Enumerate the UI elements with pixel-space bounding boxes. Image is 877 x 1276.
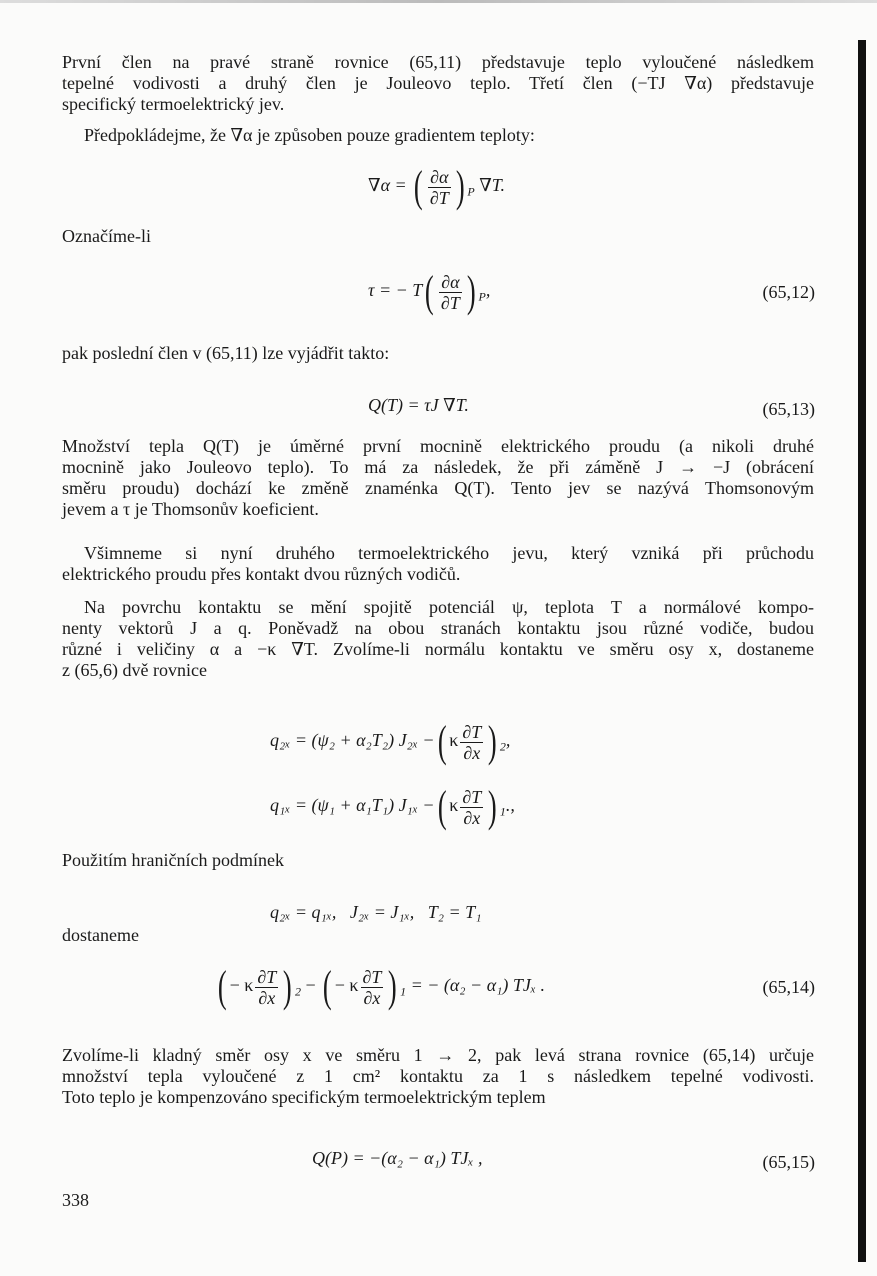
eq-sub: P — [467, 184, 475, 199]
eq-num: ∂T — [462, 721, 482, 742]
paragraph-line: jevem a τ je Thomsonův koeficient. — [62, 499, 319, 519]
eq-den: ∂x — [463, 742, 481, 763]
eq-num: ∂T — [257, 966, 277, 987]
paragraph-line: elektrického proudu přes kontakt dvou různých vodičů. — [62, 564, 461, 584]
eq-minus: − — [305, 975, 316, 996]
eq-den: ∂x — [463, 807, 481, 828]
paragraph-line: nenty vektorů J a q. Poněvadž na obou stranách kontaktu jsou různé vodiče, budou — [62, 618, 814, 638]
eq-sub: 2 — [294, 984, 301, 999]
equation-65-12: τ = − T( $\frac{\partial\alpha}{\partial T}$ ) $_P$, (65,12) — [368, 267, 815, 316]
paragraph-line: mocnině jako Jouleovo teplo). To má za následek, že při záměně J → −J (obrácení — [62, 457, 814, 477]
equation-number: (65,14) — [762, 977, 815, 997]
eq-den: ∂x — [258, 987, 276, 1008]
paragraph-line: dostaneme — [62, 925, 139, 945]
paragraph-line: Toto teplo je kompenzováno specifickým termoelektrickým teplem — [62, 1087, 546, 1107]
equation-boundary-conditions: q₂ₓ = q₁ₓ, J₂ₓ = J₁ₓ, T₂ = T₁ — [270, 902, 482, 922]
page-number: 338 — [62, 1190, 89, 1210]
paragraph-line: Všimneme si nyní druhého termoelektrického jevu, který vzniká při průchodu — [84, 543, 814, 563]
equation-q1x: q₁ₓ = (ψ₁ + α₁T₁) J₁ₓ −( κ $\frac{\partial T}{\partial x}$ ) $_1$., — [270, 782, 515, 831]
paragraph-line: Zvolíme-li kladný směr osy x ve směru 1 → 2, pak levá strana rovnice (65,14) určuje — [62, 1045, 814, 1065]
paragraph-line: Použitím hraničních podmínek — [62, 850, 284, 870]
eq-term: − κ — [229, 975, 254, 996]
paragraph-line: Předpokládejme, že ∇α je způsoben pouze gradientem teploty: — [84, 125, 535, 145]
equation-q2x: q₂ₓ = (ψ₂ + α₂T₂) J₂ₓ −( κ $\frac{\partial T}{\partial x}$ ) $_2$, — [270, 717, 511, 766]
equation-number: (65,13) — [762, 399, 815, 419]
eq-tail: , — [485, 280, 491, 301]
eq-text: Q(T) = τJ ∇T. — [368, 395, 469, 415]
paragraph-line: tepelné vodivosti a druhý člen je Jouleovo teplo. Třetí člen (−TJ ∇α) představuje — [62, 73, 814, 93]
paragraph-line: Na povrchu kontaktu se mění spojitě potenciál ψ, teplota T a normálové kompo- — [84, 597, 814, 617]
paragraph-line: Množství tepla Q(T) je úměrné první mocnině elektrického proudu (a nikoli druhé — [62, 436, 814, 456]
eq-lhs: τ = − T — [368, 280, 423, 301]
equation-65-13 — [368, 395, 815, 419]
equation-65-14: ( − κ $\frac{\partial T}{\partial x}$ ) $_2$ − ( − κ $\frac{\partial T}{\partial x}$ ) $_1$ = − (α₂ − α₁) TJₓ . (65,14) — [217, 962, 815, 1011]
eq-lhs: ∇α = — [368, 175, 407, 196]
eq-den: ∂T — [440, 292, 460, 313]
eq-term: − κ — [334, 975, 359, 996]
equation-number: (65,12) — [762, 282, 815, 302]
eq-rhs: ∇T. — [479, 175, 505, 196]
paragraph-line: z (65,6) dvě rovnice — [62, 660, 207, 680]
eq-lhs: q₁ₓ = (ψ₁ + α₁T₁) J₁ₓ − — [270, 795, 435, 816]
eq-num: ∂α — [439, 272, 462, 293]
eq-text: Q(P) = −(α₂ − α₁) TJₓ , — [312, 1148, 483, 1168]
eq-tail: ., — [505, 795, 515, 816]
label-oznacime: Označíme-li — [62, 226, 151, 246]
eq-kappa: κ — [449, 730, 459, 751]
scan-top-edge — [0, 0, 877, 3]
eq-num: ∂T — [462, 786, 482, 807]
eq-num: ∂α — [428, 167, 451, 188]
eq-tail: , — [505, 730, 511, 751]
paragraph-line: množství tepla vyloučené z 1 cm² kontaktu za 1 s následkem tepelné vodivosti. — [62, 1066, 814, 1086]
eq-den: ∂T — [429, 187, 449, 208]
paragraph-line: První člen na pravé straně rovnice (65,11) představuje teplo vyloučené následkem — [62, 52, 814, 72]
paragraph-line: pak poslední člen v (65,11) lze vyjádřit takto: — [62, 343, 390, 363]
scan-right-edge — [858, 40, 866, 1262]
paragraph-line: specifický termoelektrický jev. — [62, 94, 285, 114]
eq-den: ∂x — [363, 987, 381, 1008]
eq-sub: P — [478, 289, 486, 304]
eq-num: ∂T — [362, 966, 382, 987]
eq-kappa: κ — [449, 795, 459, 816]
eq-sub: 1 — [400, 984, 407, 999]
eq-rhs: = − (α₂ − α₁) TJₓ . — [410, 975, 546, 996]
paragraph-line: různé i veličiny α a −κ ∇T. Zvolíme-li normálu kontaktu ve směru osy x, dostaneme — [62, 639, 814, 659]
eq-sub: 2 — [499, 739, 506, 754]
equation-gradient: ∇α = ( $\frac{\partial\alpha}{\partial T}$ ) $_P$ ∇T. — [368, 162, 505, 211]
paragraph-line: směru proudu) dochází ke změně znaménka Q(T). Tento jev se nazývá Thomsonovým — [62, 478, 814, 498]
equation-65-15 — [312, 1148, 815, 1172]
eq-sub: 1 — [499, 804, 506, 819]
eq-lhs: q₂ₓ = (ψ₂ + α₂T₂) J₂ₓ − — [270, 730, 435, 751]
equation-number: (65,15) — [762, 1152, 815, 1172]
